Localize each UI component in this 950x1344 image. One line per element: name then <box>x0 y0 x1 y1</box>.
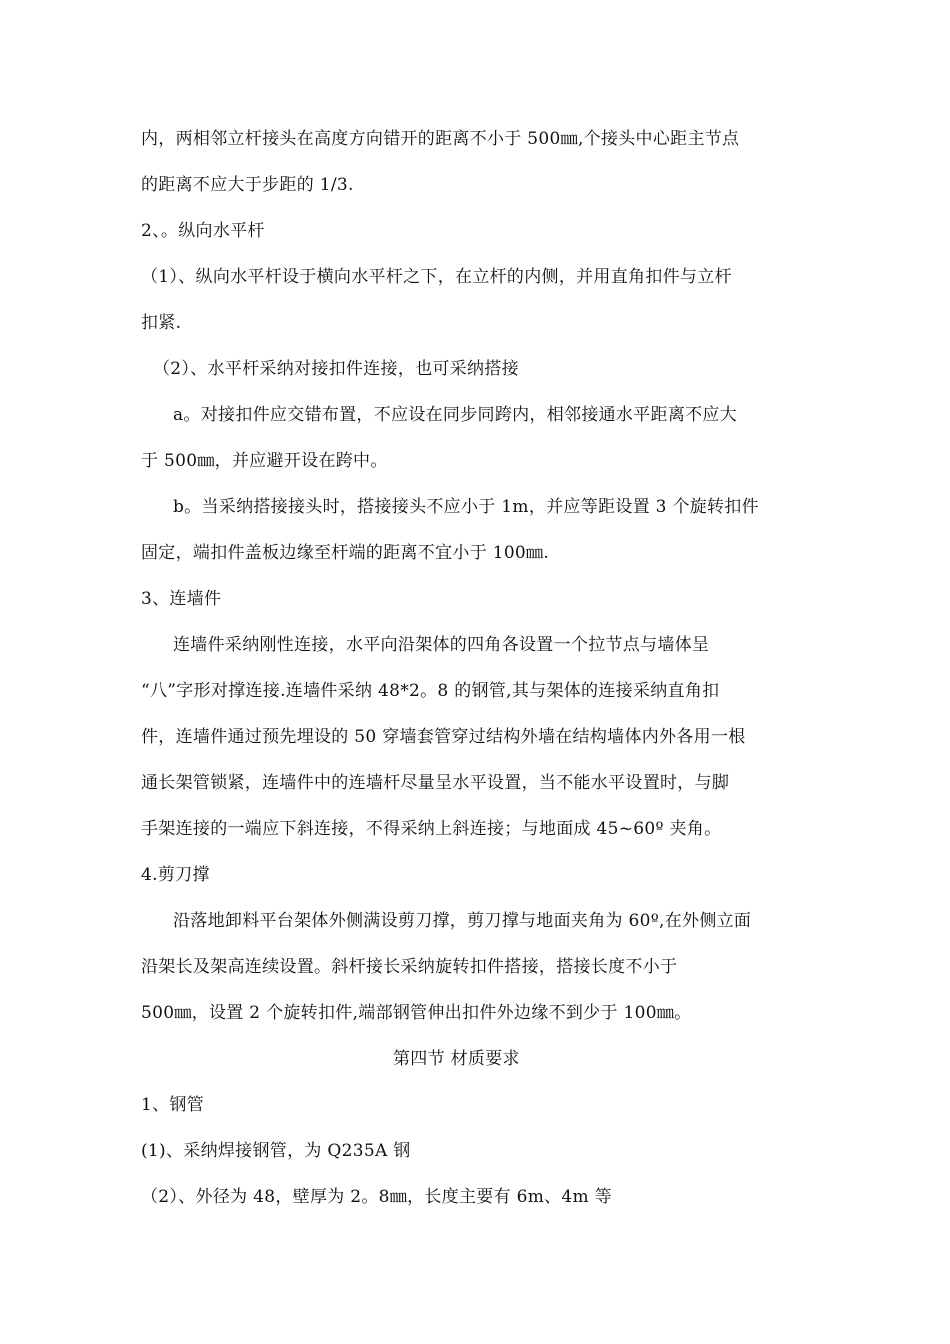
text-line-12: 连墙件采纳刚性连接，水平向沿架体的四角各设置一个拉节点与墙体呈 <box>173 635 710 655</box>
text-line-20: 500㎜，设置 2 个旋转扣件,端部钢管伸出扣件外边缘不到少于 100㎜。 <box>141 1003 692 1023</box>
section-heading-steel-pipe: 1、钢管 <box>141 1095 205 1115</box>
text-line-13: “八”字形对撑连接.连墙件采纳 48*2。8 的钢管,其与架体的连接采纳直角扣 <box>141 681 720 701</box>
section-heading-4: 4.剪刀撑 <box>141 865 210 885</box>
text-line-24: （2）、外径为 48，壁厚为 2。8㎜，长度主要有 6m、4m 等 <box>141 1187 612 1207</box>
text-line-9: b。当采纳搭接接头时，搭接接头不应小于 1m，并应等距设置 3 个旋转扣件 <box>173 497 759 517</box>
text-line-10: 固定，端扣件盖板边缘至杆端的距离不宜小于 100㎜. <box>141 543 550 563</box>
chapter-heading: 第四节 材质要求 <box>393 1049 520 1069</box>
text-line-16: 手架连接的一端应下斜连接，不得采纳上斜连接；与地面成 45~60º 夹角。 <box>141 819 722 839</box>
text-line-19: 沿架长及架高连续设置。斜杆接长采纳旋转扣件搭接，搭接长度不小于 <box>141 957 678 977</box>
text-line-14: 件，连墙件通过预先埋设的 50 穿墙套管穿过结构外墙在结构墙体内外各用一根 <box>141 727 746 747</box>
text-line-6: （2）、水平杆采纳对接扣件连接，也可采纳搭接 <box>153 359 519 379</box>
text-line-1: 内，两相邻立杆接头在高度方向错开的距离不小于 500㎜,个接头中心距主节点 <box>141 129 740 149</box>
section-heading-3: 3、连墙件 <box>141 589 222 609</box>
text-line-2: 的距离不应大于步距的 1/3. <box>141 175 354 195</box>
text-line-15: 通长架管锁紧，连墙件中的连墙杆尽量呈水平设置，当不能水平设置时，与脚 <box>141 773 730 793</box>
text-line-23: (1)、采纳焊接钢管，为 Q235A 钢 <box>141 1141 411 1161</box>
text-line-7: a。对接扣件应交错布置，不应设在同步同跨内，相邻接通水平距离不应大 <box>173 405 738 425</box>
section-heading-2: 2、。纵向水平杆 <box>141 221 265 241</box>
text-line-18: 沿落地卸料平台架体外侧满设剪刀撑，剪刀撑与地面夹角为 60º,在外侧立面 <box>173 911 752 931</box>
text-line-8: 于 500㎜，并应避开设在跨中。 <box>141 451 388 471</box>
text-line-4: （1）、纵向水平杆设于横向水平杆之下，在立杆的内侧，并用直角扣件与立杆 <box>141 267 732 287</box>
text-line-5: 扣紧. <box>141 313 182 333</box>
